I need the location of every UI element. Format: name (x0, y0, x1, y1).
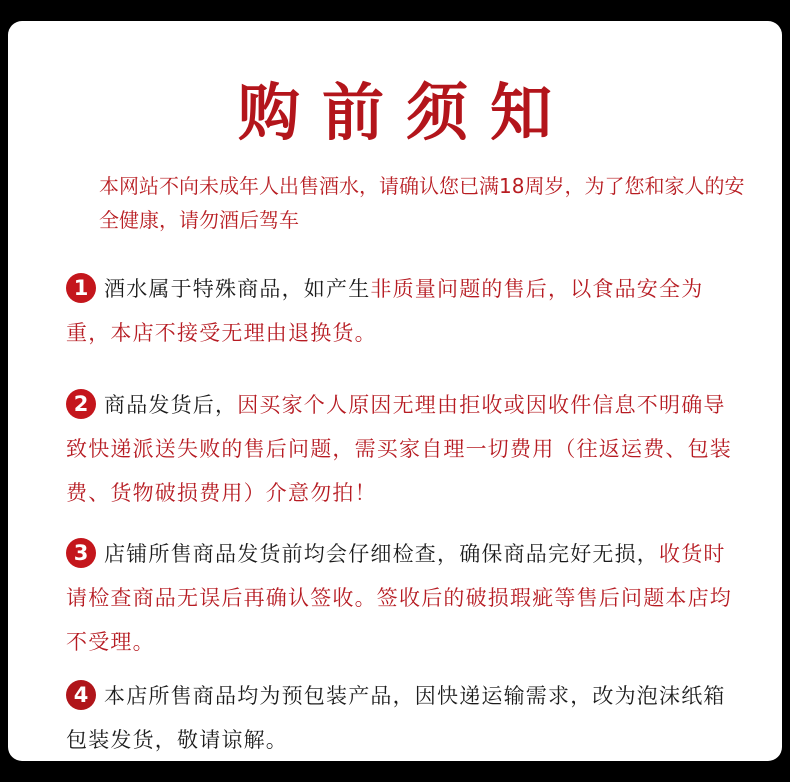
number-badge-1: 1 (66, 273, 96, 303)
policy-text-1: 酒水属于特殊商品，如产生 (104, 277, 371, 301)
age-notice: 本网站不向未成年人出售酒水，请确认您已满18周岁，为了您和家人的安全健康，请勿酒后驾车 (99, 174, 745, 232)
policy-highlight-3: 收货时请检查商品无误后再确认签收。签收后的破损瑕疵等售后问题本店均不受理。 (66, 542, 732, 654)
number-badge-2: 2 (66, 389, 96, 419)
number-badge-3: 3 (66, 538, 96, 568)
number-badge-4: 4 (66, 680, 96, 710)
page-title: 购前须知 (237, 76, 574, 149)
policy-text-3: 店铺所售商品发货前均会仔细检查，确保商品完好无损， (104, 542, 659, 566)
notice-card (8, 21, 782, 761)
policy-item-2 (66, 383, 746, 515)
policy-text-4: 本店所售商品均为预包装产品，因快递运输需求，改为泡沫纸箱包装发货，敬请谅解。 (66, 684, 726, 752)
policy-highlight-1: 非质量问题的售后，以食品安全为重，本店不接受无理由退换货。 (66, 277, 704, 345)
policy-item-1 (66, 267, 746, 355)
policy-highlight-2: 因买家个人原因无理由拒收或因收件信息不明确导致快递派送失败的售后问题，需买家自理一切费用（往返运费、包装费、货物破损费用）介意勿拍！ (66, 393, 732, 505)
policy-item-4 (66, 674, 746, 761)
policy-item-3 (66, 532, 746, 664)
policy-text-2: 商品发货后， (104, 393, 238, 417)
